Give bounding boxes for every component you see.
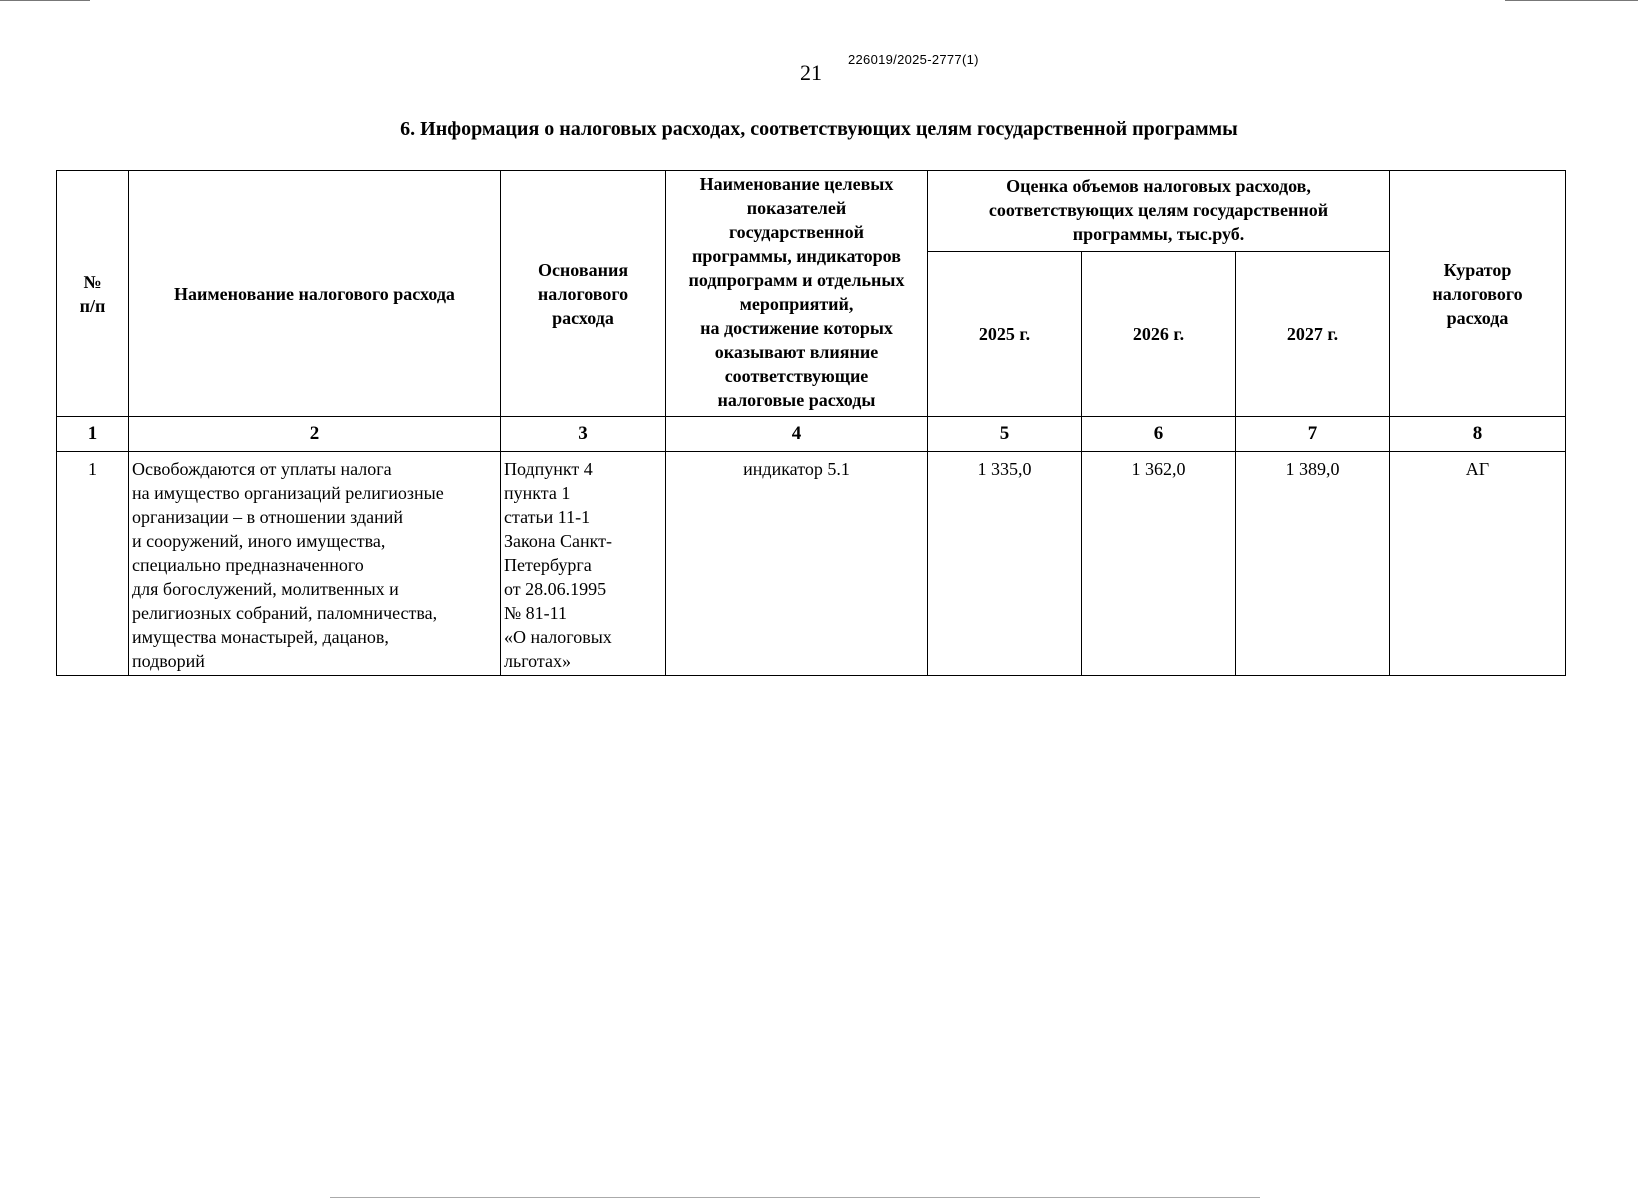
header-targets: Наименование целевых показателей государственной программы, индикаторов подпрограмм и отдельных мероприятий, на достижение которых оказывают влияние соответствующие налоговые расходы: [666, 171, 928, 417]
column-number: 3: [501, 417, 666, 452]
value-2027-cell: 1 389,0: [1236, 452, 1390, 676]
header-basis: Основания налогового расхода: [501, 171, 666, 417]
column-number: 1: [57, 417, 129, 452]
header-year-2026: 2026 г.: [1082, 252, 1236, 417]
column-number: 5: [928, 417, 1082, 452]
header-curator: Куратор налогового расхода: [1390, 171, 1566, 417]
header-estimate-group: Оценка объемов налоговых расходов, соответствующих целям государственной программы, тыс.руб.: [928, 171, 1390, 252]
header-no: № п/п: [57, 171, 129, 417]
value-2026-cell: 1 362,0: [1082, 452, 1236, 676]
column-number: 8: [1390, 417, 1566, 452]
scan-edge-top-right: [1505, 0, 1638, 1]
value-2025-cell: 1 335,0: [928, 452, 1082, 676]
scan-edge-top-left: [0, 0, 90, 1]
column-number: 2: [129, 417, 501, 452]
column-number: 6: [1082, 417, 1236, 452]
basis-cell: Подпункт 4 пункта 1 статьи 11-1 Закона Санкт- Петербурга от 28.06.1995 № 81-11 «О налоговых льготах»: [501, 452, 666, 676]
page-title: 6. Информация о налоговых расходах, соответствующих целям государственной программы: [400, 118, 1238, 140]
document-id: 226019/2025-2777(1): [848, 52, 979, 67]
column-number-row: [57, 417, 1566, 452]
header-row-1: [57, 171, 1566, 252]
target-indicator-cell: индикатор 5.1: [666, 452, 928, 676]
header-year-2025: 2025 г.: [928, 252, 1082, 417]
table-row: [57, 452, 1566, 676]
tax-expenditure-table: [56, 170, 1566, 676]
column-number: 7: [1236, 417, 1390, 452]
column-number: 4: [666, 417, 928, 452]
header-name: Наименование налогового расхода: [129, 171, 501, 417]
header-year-2027: 2027 г.: [1236, 252, 1390, 417]
curator-cell: АГ: [1390, 452, 1566, 676]
scan-edge-bottom: [330, 1197, 1260, 1198]
row-number-cell: 1: [57, 452, 129, 676]
page-number: 21: [800, 60, 822, 85]
tax-expenditure-name-cell: Освобождаются от уплаты налога на имущество организаций религиозные организации – в отношении зданий и сооружений, иного имущества, специально предназначенного для богослужений, молитвенных и религиозных собраний, паломничества, имущества монастырей, дацанов, подворий: [129, 452, 501, 676]
